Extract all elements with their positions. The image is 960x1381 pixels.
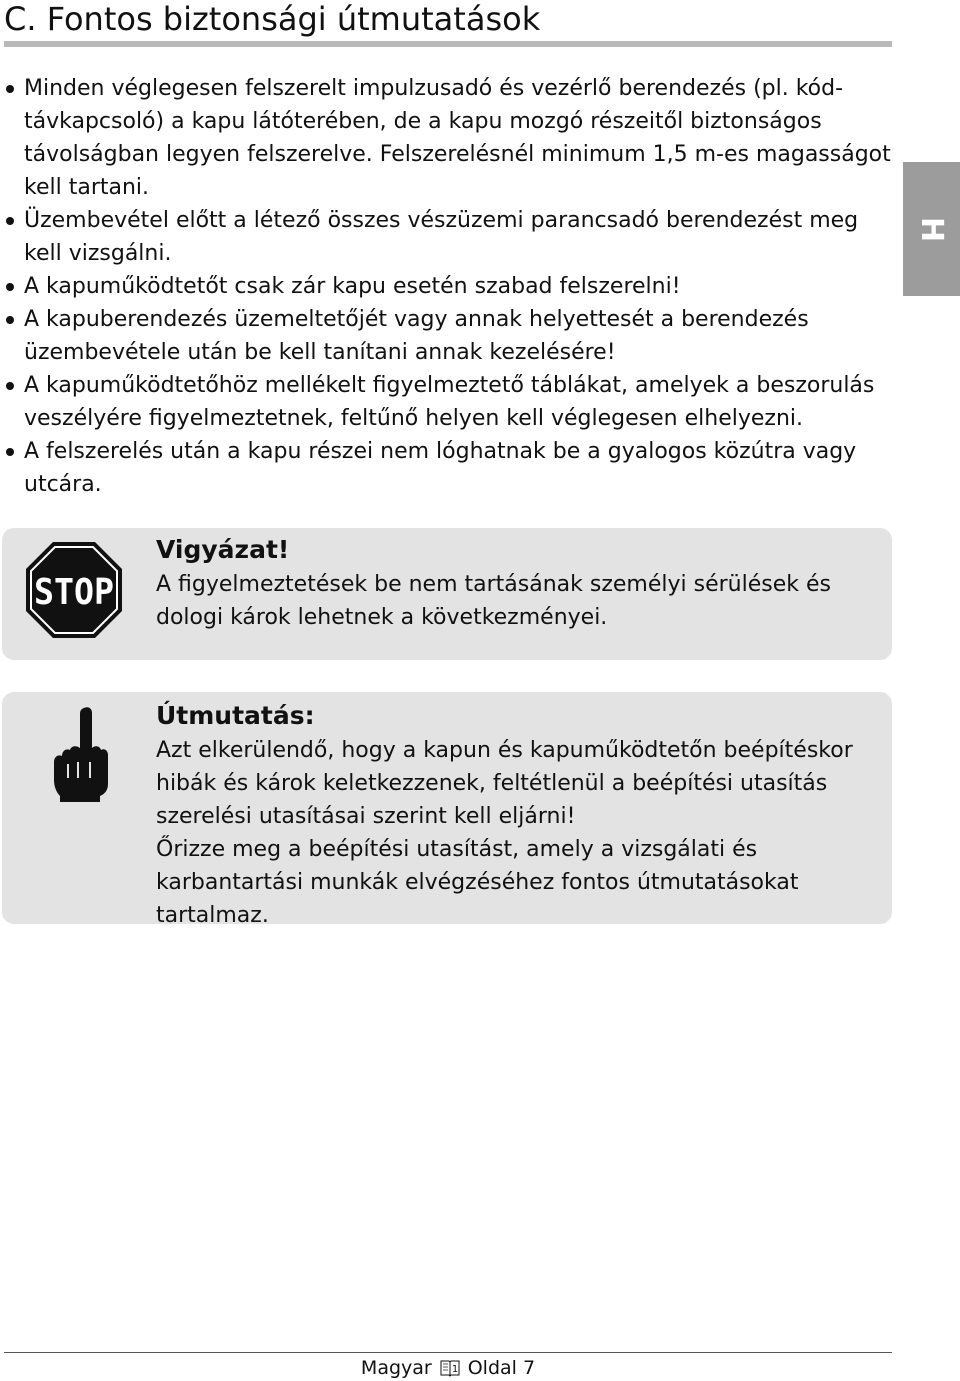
list-item: A kapuműködtetőt csak zár kapu esetén szabad felszerelni! [4,270,892,303]
note-text [156,734,886,932]
page-title: C. Fontos biztonsági útmutatások [4,0,541,38]
book-number: 1 [451,1364,458,1375]
list-item: Minden véglegesen felszerelt impulzusadó és vezérlő berendezés (pl. kód-távkapcsoló) a kapu látóterében, de a kapu mozgó részeitől biztonságos távolságban legyen felszerelve. Felszerelésnél minimum 1,5 m-es magasságot kell tartani. [4,72,892,204]
manual-book-icon [440,1358,460,1378]
pointing-hand-icon [48,704,112,804]
footer-rule [4,1352,892,1353]
language-tab [903,162,960,296]
warning-text: A figyelmeztetések be nem tartásának személyi sérülések és dologi károk lehetnek a következményei. [156,572,831,630]
stop-sign-icon [24,540,124,640]
safety-instructions-list [4,72,892,501]
note-paragraph-1: Azt elkerülendő, hogy a kapun és kapuműködtetőn beépítéskor hibák és károk keletkezzenek, feltétlenül a beépítési utasítás szerelési utasításai szerint kell eljárni! [156,738,853,829]
footer-page-number: Oldal 7 [467,1357,536,1379]
stop-sign-label: STOP [34,572,114,613]
warning-heading: Vigyázat! [156,535,290,564]
note-paragraph-2: Őrizze meg a beépítési utasítást, amely a vizsgálati és karbantartási munkák elvégzéséhez fontos útmutatásokat tartalmaz. [156,837,799,928]
language-tab-label: H [913,216,949,242]
footer-language: Magyar [360,1357,432,1379]
title-underline [4,41,892,47]
list-item: A felszerelés után a kapu részei nem lóghatnak be a gyalogos közútra vagy utcára. [4,435,892,501]
list-item: A kapuműködtetőhöz mellékelt figyelmeztető táblákat, amelyek a beszorulás veszélyére figyelmeztetnek, feltűnő helyen kell véglegesen elhelyezni. [4,369,892,435]
list-item: Üzembevétel előtt a létező összes vészüzemi parancsadó berendezést meg kell vizsgálni. [4,204,892,270]
list-item: A kapuberendezés üzemeltetőjét vagy annak helyettesét a berendezés üzembevétele után be kell tanítani annak kezelésére! [4,303,892,369]
note-heading: Útmutatás: [156,701,315,730]
page-footer [0,1355,896,1381]
